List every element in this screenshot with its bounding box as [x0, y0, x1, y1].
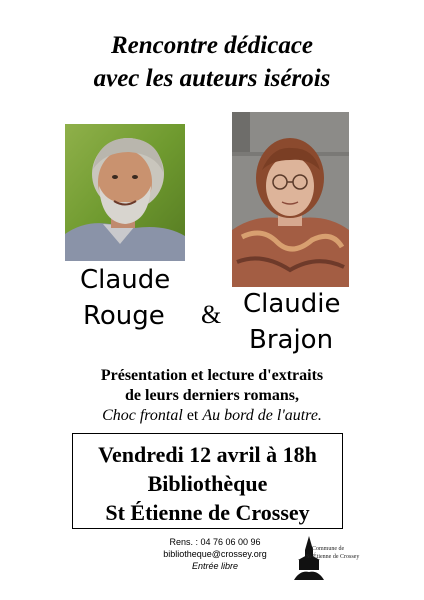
- contact-email[interactable]: bibliotheque@crossey.org: [163, 549, 267, 559]
- description-line-2: [0, 386, 424, 406]
- description-line-1-text: Présentation et lecture d'extraits: [100, 367, 324, 384]
- ampersand: &: [201, 300, 222, 329]
- event-place-line-2: St Étienne de Crossey: [105, 500, 310, 525]
- author-right-first-name: Claudie: [243, 289, 341, 319]
- book-title-1: Choc frontal: [102, 407, 183, 424]
- logo-line-1: Commune de: [312, 546, 345, 552]
- logo-line-2: St-Étienne de Crossey: [306, 554, 360, 560]
- book-conjunction: et: [186, 407, 199, 424]
- commune-logo: [294, 536, 374, 584]
- title-line-2: avec les auteurs isérois: [93, 65, 331, 92]
- description-line-2-text: de leurs derniers romans,: [125, 387, 299, 404]
- book-title-2: Au bord de l'autre.: [202, 407, 322, 424]
- description-books: [0, 406, 424, 426]
- contact-entry: [130, 560, 300, 572]
- author-right-last-name: Brajon: [249, 325, 334, 355]
- author-left-first-name: Claude: [80, 265, 171, 295]
- entry-free-text: Entrée libre: [191, 561, 239, 571]
- contact-phone: Rens. : 04 76 06 00 96: [169, 537, 261, 547]
- event-place-line-1: Bibliothèque: [147, 471, 268, 496]
- author-left-last-name: Rouge: [83, 301, 165, 331]
- title-line-1: Rencontre dédicace: [110, 32, 314, 59]
- event-date: Vendredi 12 avril à 18h: [98, 442, 317, 467]
- event-box: [72, 433, 343, 529]
- claude-rouge-photo: [65, 124, 185, 261]
- claudie-brajon-photo: [232, 112, 349, 287]
- description-line-1: [0, 366, 424, 386]
